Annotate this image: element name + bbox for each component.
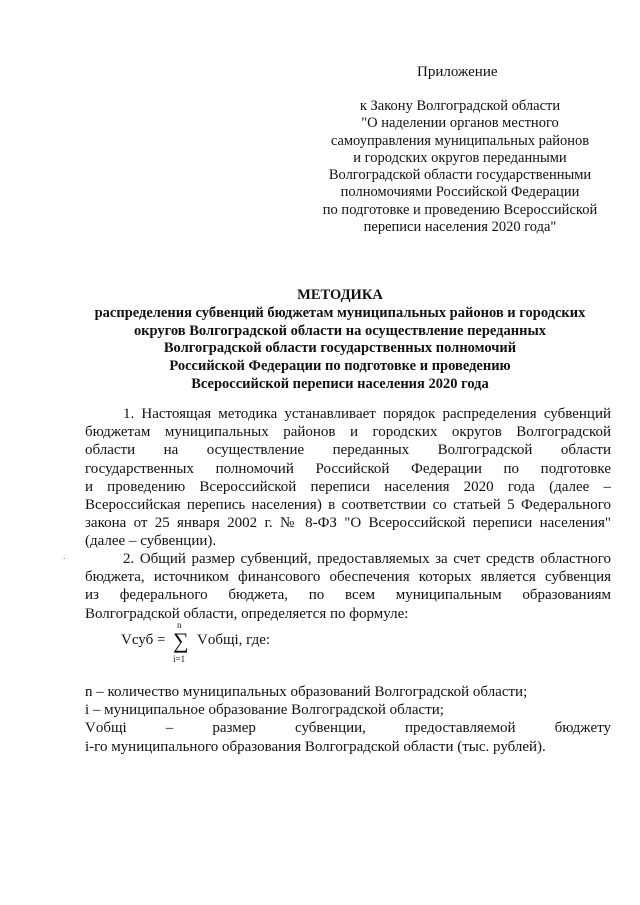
heading-title: МЕТОДИКА <box>297 287 383 303</box>
paragraph-line: области на осуществление переданных Волгоградской области <box>85 442 611 459</box>
document-heading <box>70 287 610 394</box>
margin-mark: . <box>63 551 66 562</box>
appendix-line: полномочиями Российской Федерации <box>340 184 580 201</box>
paragraph-line: бюджетам муниципальных районов и городских округов Волгоградской <box>85 424 611 441</box>
appendix-title: Приложение <box>417 64 498 80</box>
paragraph-line: 1. Настоящая методика устанавливает порядок распределения субвенций <box>123 406 611 422</box>
paragraph-2 <box>85 550 611 623</box>
paragraph-line: Волгоградской области, определяется по формуле: <box>85 605 409 622</box>
appendix-line: по подготовке и проведению Всероссийской <box>322 201 598 218</box>
paragraph-line: закона от 25 января 2002 г. № 8-ФЗ "О Всероссийской переписи населения" <box>85 515 611 532</box>
sigma-lower-limit: i=1 <box>173 654 186 664</box>
definition-line: i-го муниципального образования Волгоградской области (тыс. рублей). <box>85 738 546 755</box>
heading-line: Волгоградской области государственных полномочий <box>163 340 517 357</box>
sigma-upper-limit: n <box>177 620 182 630</box>
definition-line: Vобщi – размер субвенции, предоставляемой бюджету <box>85 720 611 737</box>
paragraph-line: 2. Общий размер субвенций, предоставляемых за счет средств областного <box>123 551 611 567</box>
appendix-line: переписи населения 2020 года" <box>363 219 557 236</box>
formula-rhs: Vобщi, где: <box>197 632 271 648</box>
paragraph-line: и проведению Всероссийской переписи населения 2020 года (далее – <box>85 478 611 495</box>
appendix-line: самоуправления муниципальных районов <box>330 132 590 149</box>
heading-line: округов Волгоградской области на осуществление переданных <box>133 322 547 339</box>
sigma-symbol: ∑ <box>173 628 189 653</box>
appendix-line: "О наделении органов местного <box>361 115 559 132</box>
paragraph-line: бюджета, источником финансового обеспечения которых является субвенция <box>85 569 611 586</box>
formula-lhs: Vсуб = <box>121 632 166 648</box>
heading-line: Всероссийской переписи населения 2020 года <box>191 375 489 392</box>
formula <box>121 620 361 670</box>
paragraph-line: государственных полномочий Российской Федерации по подготовке <box>85 460 611 477</box>
appendix-line: и городских округов переданными <box>353 149 567 166</box>
definitions <box>85 683 611 756</box>
appendix-line: Волгоградской области государственными <box>328 167 592 184</box>
paragraph-1 <box>85 405 611 551</box>
appendix-reference <box>290 98 630 236</box>
heading-line: Российской Федерации по подготовке и проведению <box>169 358 511 375</box>
paragraph-line: Всероссийская перепись населения) в соответствии со статьей 5 Федерального <box>85 497 611 514</box>
appendix-line: к Закону Волгоградской области <box>359 98 561 114</box>
heading-line: распределения субвенций бюджетам муниципальных районов и городских <box>94 304 586 321</box>
paragraph-line: (далее – субвенции). <box>85 533 217 550</box>
definition-line: n – количество муниципальных образований Волгоградской области; <box>85 684 528 700</box>
definition-line: i – муниципальное образование Волгоградской области; <box>85 702 444 719</box>
paragraph-line: из федерального бюджета, по всем муниципальным образованиям <box>85 587 611 604</box>
sigma-icon <box>173 620 193 670</box>
